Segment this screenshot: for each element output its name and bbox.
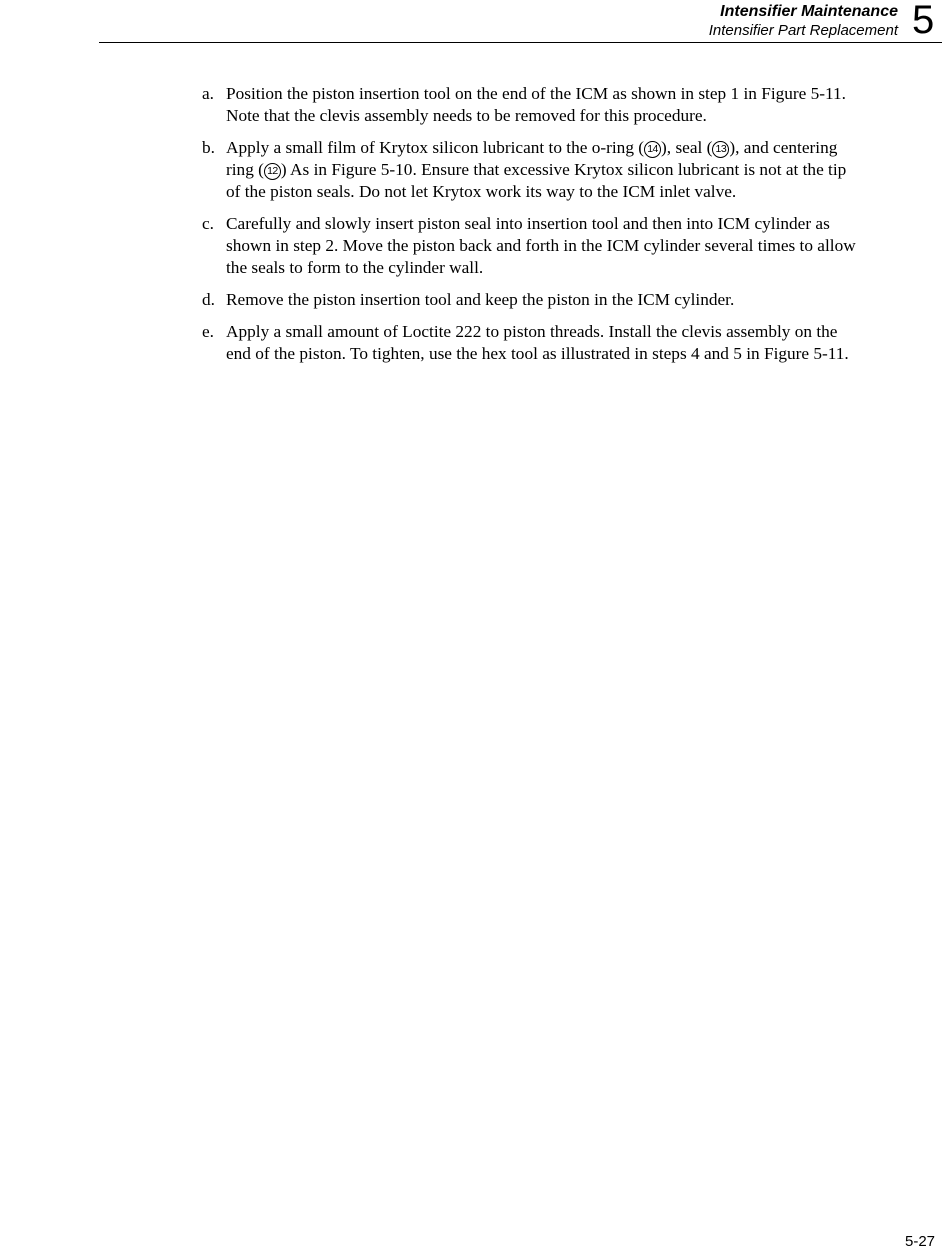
step-b [202, 137, 862, 203]
step-d [202, 289, 862, 311]
header-subtitle: Intensifier Part Replacement [708, 22, 898, 39]
step-text: Apply a small film of Krytox silicon lubricant to the o-ring ( [226, 138, 645, 157]
callout-o-ring: 14 [644, 141, 661, 158]
step-text: ), seal ( [661, 138, 713, 157]
step-text: Position the piston insertion tool on the end of the ICM as shown in step 1 in Figure 5-11. Note that the clevis assembly needs to be removed for this procedure. [226, 84, 847, 125]
step-marker: c. [202, 214, 214, 233]
step-a [202, 83, 862, 127]
step-marker: e. [202, 322, 214, 341]
chapter-number: 5 [912, 0, 935, 42]
page-header [0, 0, 950, 46]
page-number: 5-27 [905, 1233, 936, 1250]
step-text: ) As in Figure 5-10. Ensure that excessive Krytox silicon lubricant is not at the tip of the piston seals. Do not let Krytox work its way to the ICM inlet valve. [226, 160, 847, 201]
step-text: ), and centering ring ( [226, 138, 838, 179]
step-c [202, 213, 862, 279]
step-text: Remove the piston insertion tool and keep the piston in the ICM cylinder. [226, 290, 735, 309]
step-text: Apply a small amount of Loctite 222 to piston threads. Install the clevis assembly on the end of the piston. To tighten, use the hex tool as illustrated in steps 4 and 5 in Figure 5-11. [226, 322, 849, 363]
step-text: Carefully and slowly insert piston seal into insertion tool and then into ICM cylinder as shown in step 2. Move the piston back and forth in the ICM cylinder several times to allow the seals to form to the cylinder wall. [226, 214, 856, 277]
step-e [202, 321, 862, 365]
procedure-steps [202, 83, 862, 375]
step-marker: b. [202, 138, 215, 157]
callout-seal: 13 [712, 141, 729, 158]
step-marker: a. [202, 84, 214, 103]
header-title: Intensifier Maintenance [720, 3, 898, 20]
header-rule [99, 42, 942, 43]
step-marker: d. [202, 290, 215, 309]
callout-centering-ring: 12 [264, 163, 281, 180]
